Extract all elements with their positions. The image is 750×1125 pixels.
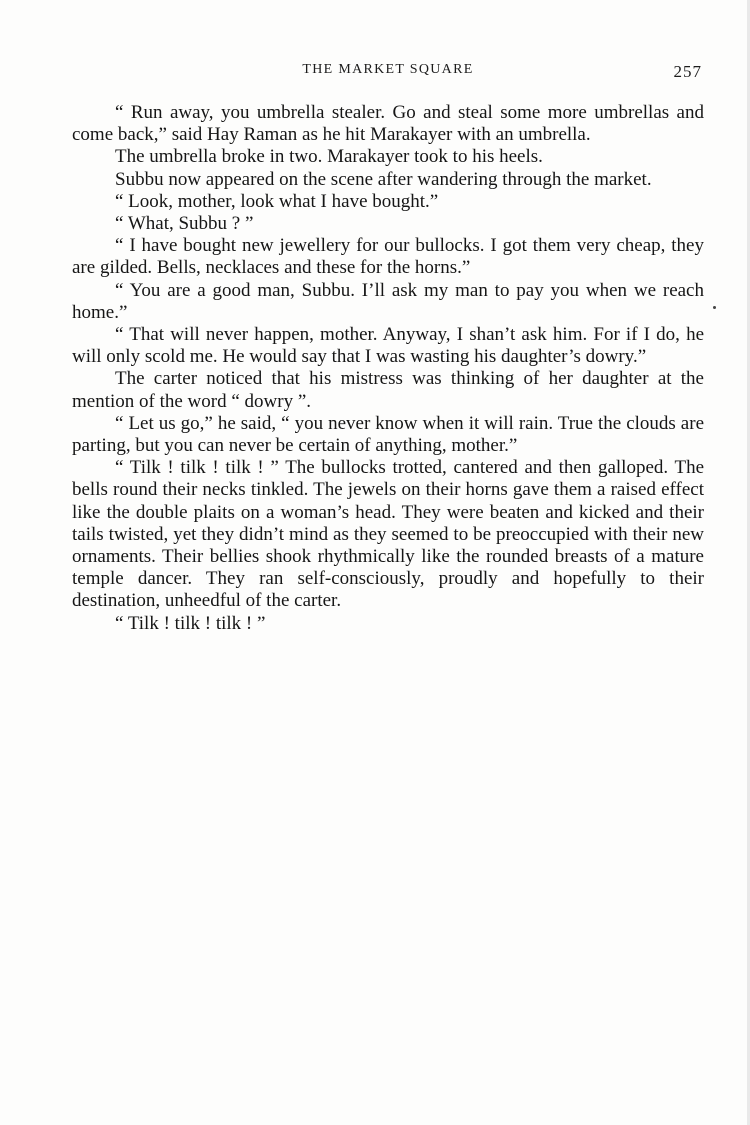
- paragraph: “ That will never happen, mother. Anyway, I shan’t ask him. For if I do, he will only scold me. He would say that I was wasting his daughter’s dowry.”: [72, 324, 704, 368]
- stray-print-mark: [713, 306, 716, 309]
- paragraph: “ What, Subbu ? ”: [115, 213, 254, 235]
- paragraph: The umbrella broke in two. Marakayer took to his heels.: [115, 146, 543, 168]
- paragraph: “ You are a good man, Subbu. I’ll ask my man to pay you when we reach home.”: [72, 279, 704, 323]
- body-text: [72, 102, 704, 635]
- paragraph: “ Tilk ! tilk ! tilk ! ” The bullocks trotted, cantered and then galloped. The bells round their necks tinkled. The jewels on their horns gave them a raised effect like the double plaits on a woman’s head. They were beaten and kicked and their tails twisted, yet they didn’t mind as they seemed to be preoccupied with their new ornaments. Their bellies shook rhythmically like the rounded breasts of a mature temple dancer. They ran self-consciously, proudly and hopefully to their destination, unheedful of the carter.: [72, 457, 704, 612]
- paragraph: “ Run away, you umbrella stealer. Go and steal some more umbrellas and come back,” said Hay Raman as he hit Marakayer with an umbrella.: [72, 102, 704, 146]
- running-head: [72, 62, 704, 82]
- paragraph: “ I have bought new jewellery for our bullocks. I got them very cheap, they are gilded. Bells, necklaces and these for the horns.”: [72, 235, 704, 279]
- page-number: 257: [673, 62, 702, 81]
- paragraph: “ Look, mother, look what I have bought.”: [115, 190, 439, 212]
- paragraph: “ Tilk ! tilk ! tilk ! ”: [115, 612, 266, 634]
- paragraph: Subbu now appeared on the scene after wandering through the market.: [115, 168, 652, 190]
- running-title: THE MARKET SQUARE: [302, 62, 474, 77]
- paragraph: The carter noticed that his mistress was thinking of her daughter at the mention of the word “ dowry ”.: [72, 368, 704, 412]
- paragraph: “ Let us go,” he said, “ you never know when it will rain. True the clouds are parting, but you can never be certain of anything, mother.”: [72, 412, 704, 457]
